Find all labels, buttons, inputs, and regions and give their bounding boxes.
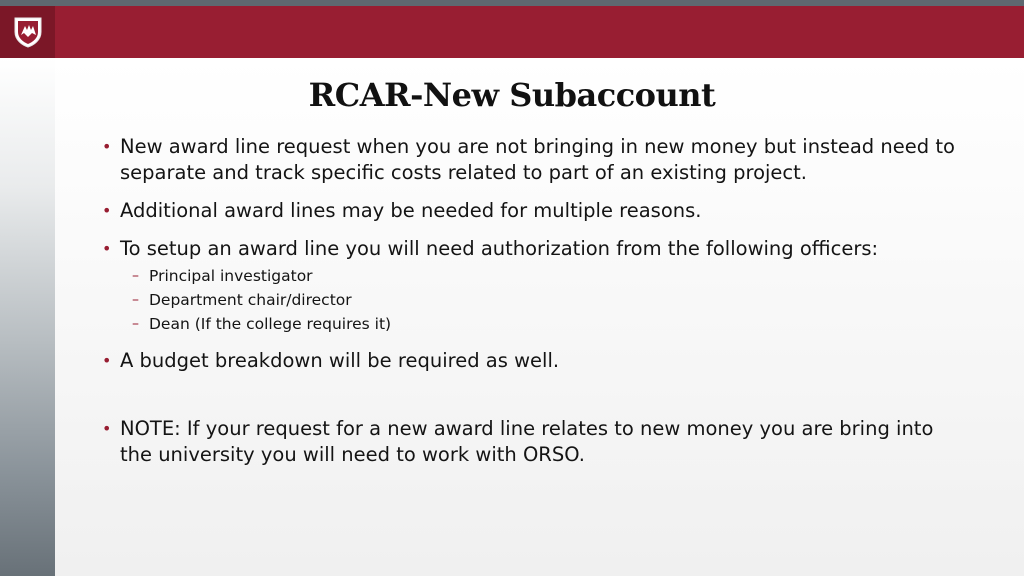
bullet-item <box>102 134 962 186</box>
sub-bullet-list <box>120 264 962 336</box>
bullet-text: To setup an award line you will need authorization from the following officers: <box>120 237 879 260</box>
slide-title: RCAR-New Subaccount <box>308 76 716 114</box>
bullet-item <box>102 348 962 374</box>
sub-bullet-item: – Dean (If the college requires it) <box>120 312 962 336</box>
bullet-item <box>102 236 962 336</box>
bullet-list <box>102 134 962 480</box>
bullet-text: Additional award lines may be needed for multiple reasons. <box>120 199 702 222</box>
bullet-item-note <box>102 416 962 468</box>
sub-bullet-item: – Principal investigator <box>120 264 962 288</box>
wsu-cougar-shield-icon <box>12 15 44 49</box>
header-bar <box>0 6 1024 58</box>
side-gradient-panel <box>0 58 55 576</box>
bullet-text: NOTE: If your request for a new award line relates to new money you are bring into the university you will need to work with ORSO. <box>120 417 934 466</box>
sub-bullet-item: – Department chair/director <box>120 288 962 312</box>
bullet-text: New award line request when you are not bringing in new money but instead need to separate and track specific costs related to part of an existing project. <box>120 135 955 184</box>
bullet-text: A budget breakdown will be required as well. <box>120 349 560 372</box>
logo <box>0 6 55 58</box>
bullet-item <box>102 198 962 224</box>
